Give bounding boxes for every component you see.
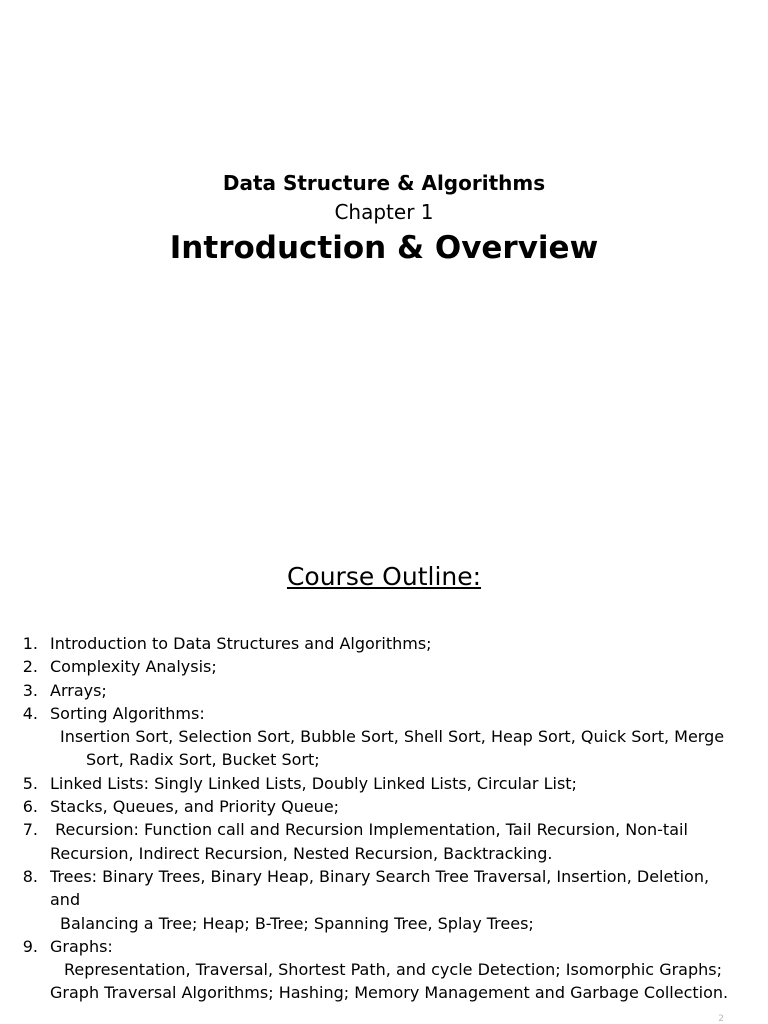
outline-item-2 <box>0 655 740 678</box>
outline-item-6 <box>0 795 740 818</box>
outline-item-8 <box>0 865 740 935</box>
item-number: 5. <box>22 773 38 793</box>
title-block <box>0 170 768 268</box>
item-text: Arrays; <box>50 680 107 700</box>
item-number: 1. <box>22 634 38 653</box>
item-text: Trees: Binary Trees, Binary Heap, Binary Search Tree Traversal, Insertion, Deletion, and <box>50 866 710 910</box>
course-name: Data Structure & Algorithms <box>222 171 546 195</box>
chapter-title: Introduction & Overview <box>169 230 599 266</box>
item-number: 6. <box>22 797 38 817</box>
item-text: Complexity Analysis; <box>50 657 217 677</box>
item-number: 9. <box>22 936 38 956</box>
item-number: 7. <box>22 820 38 840</box>
outline-item-7 <box>0 818 740 865</box>
item-number: 2. <box>22 657 38 677</box>
item-text: Recursion: Function call and Recursion Implementation, Tail Recursion, Non-tail <box>50 820 688 840</box>
item-text: Stacks, Queues, and Priority Queue; <box>50 797 340 817</box>
item-subtext: Recursion, Indirect Recursion, Nested Recursion, Backtracking. <box>50 843 553 863</box>
item-text: Sorting Algorithms: <box>50 703 205 723</box>
outline-heading: Course Outline: <box>286 562 482 591</box>
outline-item-5 <box>0 772 740 795</box>
item-subtext: Insertion Sort, Selection Sort, Bubble Sort, Shell Sort, Heap Sort, Quick Sort, Merge <box>60 727 725 747</box>
item-subtext: Sort, Radix Sort, Bucket Sort; <box>86 750 320 770</box>
page-number: 2 <box>718 1014 724 1024</box>
outline-item-3 <box>0 679 740 702</box>
item-text: Graphs: <box>50 936 113 956</box>
item-text: Linked Lists: Singly Linked Lists, Doubly Linked Lists, Circular List; <box>50 773 577 793</box>
item-subtext: Representation, Traversal, Shortest Path, and cycle Detection; Isomorphic Graphs; <box>64 960 722 980</box>
item-text: Introduction to Data Structures and Algorithms; <box>50 634 432 653</box>
outline-item-1 <box>0 632 740 655</box>
item-subtext: Graph Traversal Algorithms; Hashing; Memory Management and Garbage Collection. <box>50 983 729 1003</box>
item-subtext: Balancing a Tree; Heap; B-Tree; Spanning Tree, Splay Trees; <box>60 913 534 933</box>
outline-item-9 <box>0 935 740 1005</box>
item-number: 4. <box>22 703 38 723</box>
outline-list <box>0 632 740 1005</box>
outline-item-4 <box>0 702 740 772</box>
item-number: 8. <box>22 866 38 886</box>
chapter-label: Chapter 1 <box>334 200 434 224</box>
item-number: 3. <box>22 680 38 700</box>
